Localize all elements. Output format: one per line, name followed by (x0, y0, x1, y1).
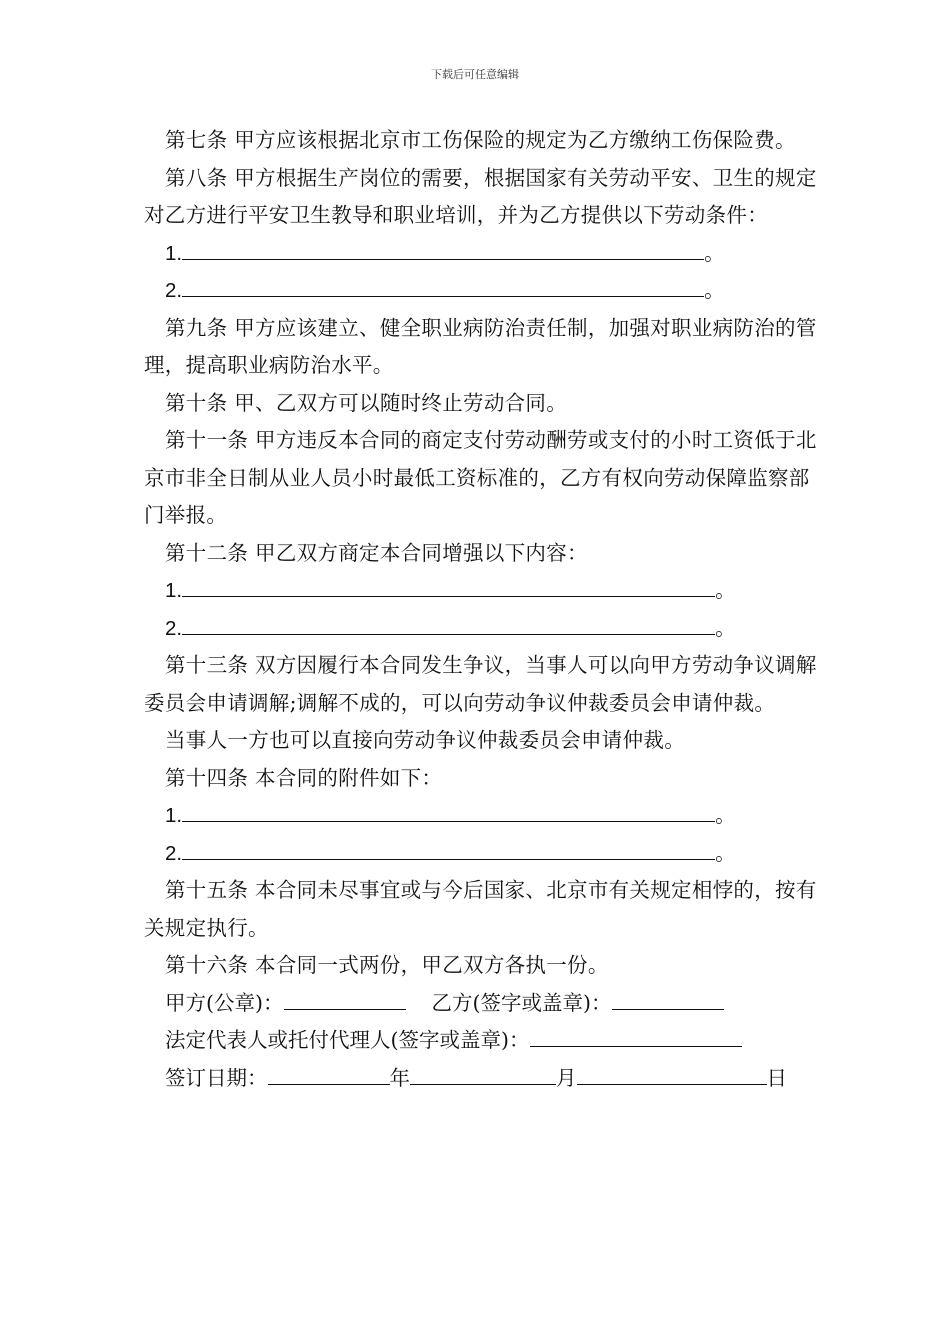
attachment-blank-1: 1. 。 (165, 803, 736, 827)
article-7: 第七条 甲方应该根据北京市工伤保险的规定为乙方缴纳工伤保险费。 (165, 128, 796, 152)
date-label: 签订日期： (165, 1065, 268, 1090)
fill-line (182, 280, 704, 297)
year-label: 年 (389, 1065, 410, 1090)
party-b-label: 乙方(签字或盖章)： (431, 990, 612, 1015)
fill-line (182, 580, 715, 597)
article-13-note: 当事人一方也可以直接向劳动争议仲裁委员会申请仲裁。 (165, 728, 685, 752)
article-12: 第十二条 甲乙双方商定本合同增强以下内容： (165, 540, 588, 565)
legal-rep-line (530, 1030, 742, 1047)
fill-line (182, 618, 715, 635)
condition-blank-1: 1. 。 (165, 240, 725, 265)
attachment-blank-2: 2. 。 (165, 840, 736, 865)
day-label: 日 (766, 1065, 787, 1090)
fill-line (182, 805, 715, 822)
fill-line (182, 243, 704, 260)
signature-parties (144, 985, 820, 1023)
month-label: 月 (556, 1065, 577, 1090)
party-b-line (612, 993, 724, 1010)
legal-rep-row (144, 1022, 820, 1060)
legal-rep-label: 法定代表人或托付代理人(签字或盖章)： (165, 1028, 530, 1052)
fill-line (182, 843, 715, 860)
condition-blank-2: 2. 。 (165, 278, 725, 302)
article-11: 第十一条 甲方违反本合同的商定支付劳动酬劳或支付的小时工资低于北京市非全日制从业人员小时最低工资标准的，乙方有权向劳动保障监察部门举报。 (144, 428, 817, 527)
party-a-label: 甲方(公章)： (165, 990, 284, 1015)
article-8: 第八条 甲方根据生产岗位的需要，根据国家有关劳动平安、卫生的规定对乙方进行平安卫生教导和职业培训，并为乙方提供以下劳动条件： (144, 165, 817, 227)
day-line (577, 1068, 767, 1085)
document-body (144, 122, 820, 1097)
article-14: 第十四条 本合同的附件如下： (165, 765, 443, 790)
signing-date-row (144, 1060, 820, 1098)
party-a-line (284, 993, 406, 1010)
addition-blank-2: 2. 。 (165, 615, 736, 640)
article-13: 第十三条 双方因履行本合同发生争议，当事人可以向甲方劳动争议调解委员会申请调解;调解不成的，可以向劳动争议仲裁委员会申请仲裁。 (144, 653, 817, 715)
addition-blank-1: 1. 。 (165, 578, 736, 602)
month-line (410, 1068, 556, 1085)
year-line (268, 1068, 390, 1085)
article-16: 第十六条 本合同一式两份，甲乙双方各执一份。 (165, 953, 609, 977)
article-9: 第九条 甲方应该建立、健全职业病防治责任制，加强对职业病防治的管理，提高职业病防治水平。 (144, 315, 817, 377)
article-15: 第十五条 本合同未尽事宜或与今后国家、北京市有关规定相悖的，按有关规定执行。 (144, 878, 817, 940)
article-10: 第十条 甲、乙双方可以随时终止劳动合同。 (165, 390, 568, 415)
page-header: 下载后可任意编辑 (431, 68, 519, 81)
